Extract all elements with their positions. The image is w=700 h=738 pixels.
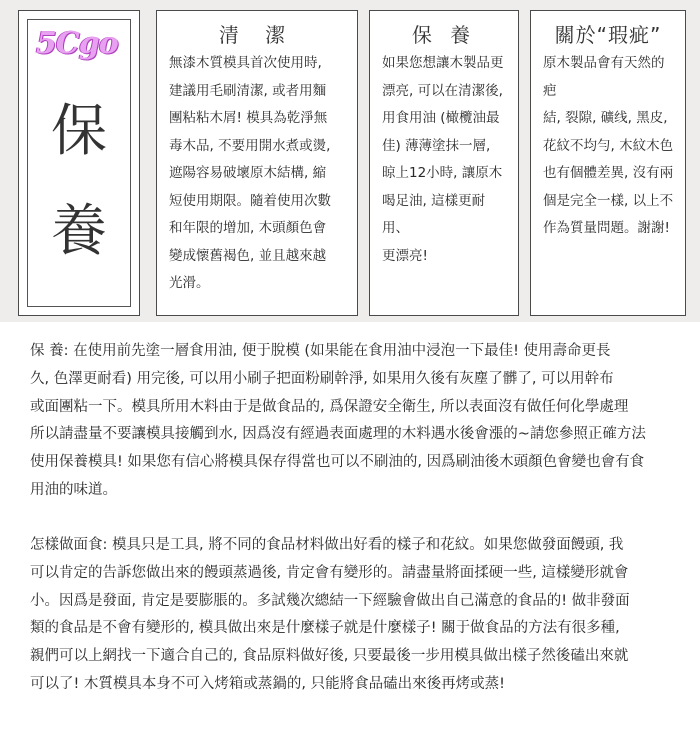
- paragraph-line: 所以請盡量不要讓模具接觸到水, 因爲沒有經過表面處理的木料遇水後會漲的~請您參照正確方法: [30, 426, 646, 443]
- paragraph-line: 可以肯定的告訴您做出來的饅頭蒸過後, 肯定會有變形的。請盡量將面揉硬一些, 這樣變形就會: [30, 564, 629, 581]
- about-flaws-line: 原木製品會有天然的疤: [543, 55, 665, 99]
- paragraph-line: 或面團粘一下。模具所用木料由于是做食品的, 爲保證安全衛生, 所以表面沒有做任何化學處理: [30, 398, 629, 415]
- about-flaws-line: 作為質量問題。謝謝!: [543, 220, 670, 236]
- cleaning-body: [169, 50, 347, 298]
- maintenance-body: [382, 50, 508, 270]
- cleaning-title: 清 潔: [218, 23, 296, 47]
- maintenance-line: 佳) 薄薄塗抹一層,: [382, 137, 491, 154]
- cleaning-line: 光滑。: [169, 275, 210, 291]
- maintenance-card: [369, 10, 519, 316]
- about-flaws-line: 個是完全一樣, 以上不: [543, 192, 674, 209]
- cleaning-line: 團粘粘木屑! 模具為乾淨無: [169, 110, 328, 126]
- about-flaws-line: 也有個體差異, 沒有兩: [543, 165, 674, 181]
- paragraph-line: 小。因爲是發面, 肯定是要膨脹的。多試幾次總結一下經驗會做出自己滿意的食品的! 做非發面: [30, 592, 630, 609]
- brand-frame: [27, 19, 131, 307]
- brand-logo: 5Cgo: [36, 26, 118, 61]
- maintenance-line: 晾上12小時, 讓原木: [382, 165, 503, 181]
- cleaning-line: 無漆木質模具首次使用時,: [169, 55, 322, 71]
- paragraph-line: 怎樣做面食: 模具只是工具, 將不同的食品材料做出好看的樣子和花紋。如果您做發面饅頭, 我: [30, 537, 624, 553]
- heading-char-top: 保: [51, 99, 107, 164]
- maintenance-line: 用食用油 (橄欖油最: [382, 110, 500, 126]
- maintenance-paragraph: [30, 338, 692, 505]
- brand-card: [18, 10, 140, 316]
- maintenance-line: 如果您想讓木製品更: [382, 55, 504, 71]
- paragraph-line: 用油的味道。: [30, 481, 117, 498]
- cleaning-line: 遮陽容易破壞原木結構, 縮: [169, 165, 327, 181]
- about-flaws-title: 關於“瑕疵”: [554, 23, 662, 47]
- maintenance-line: 漂亮, 可以在清潔後,: [382, 82, 503, 99]
- paragraph-line: 使用保養模具! 如果您有信心將模具保存得當也可以不刷油的, 因爲刷油後木頭顏色會變也會有食: [30, 454, 645, 471]
- paragraph-line: 可以了! 木質模具本身不可入烤箱或蒸鍋的, 只能將食品磕出來後再烤或蒸!: [30, 675, 505, 692]
- cleaning-line: 和年限的增加, 木頭顏色會: [169, 220, 327, 236]
- about-flaws-line: 結, 裂隙, 礦线, 黑皮,: [543, 110, 668, 126]
- maintenance-title: 保 養: [411, 23, 477, 47]
- about-flaws-line: 花紋不均勻, 木紋木色: [543, 137, 674, 154]
- cleaning-card: [156, 10, 358, 316]
- cleaning-line: 建議用毛刷清潔, 或者用麵: [169, 82, 327, 99]
- about-flaws-card: [530, 10, 686, 316]
- cleaning-line: 變成懷舊褐色, 並且越來越: [169, 247, 327, 264]
- cleaning-line: 毒木品, 不要用開水煮或燙,: [169, 137, 331, 154]
- paragraph-line: 類的食品是不會有變形的, 模具做出來是什麼樣子就是什麼樣子! 關于做食品的方法有很多種,: [30, 620, 620, 637]
- paragraph-line: 保 養: 在使用前先塗一層食用油, 便于脫模 (如果能在食用油中浸泡一下最佳! 使用壽命更長: [30, 343, 611, 359]
- heading-char-bottom: 養: [51, 199, 107, 264]
- maintenance-line: 喝足油, 這樣更耐用、: [382, 192, 486, 236]
- how-to-make-paragraph: [30, 532, 692, 699]
- about-flaws-body: [543, 50, 675, 243]
- paragraph-line: 親們可以上網找一下適合自己的, 食品原料做好後, 只要最後一步用模具做出樣子然後磕出來就: [30, 648, 629, 665]
- maintenance-line: 更漂亮!: [382, 247, 428, 264]
- cleaning-line: 短使用期限。隨着使用次數: [169, 192, 331, 209]
- paragraph-line: 久, 色澤更耐看) 用完後, 可以用小刷子把面粉刷幹淨, 如果用久後有灰塵了髒了, 可以用幹布: [30, 370, 614, 387]
